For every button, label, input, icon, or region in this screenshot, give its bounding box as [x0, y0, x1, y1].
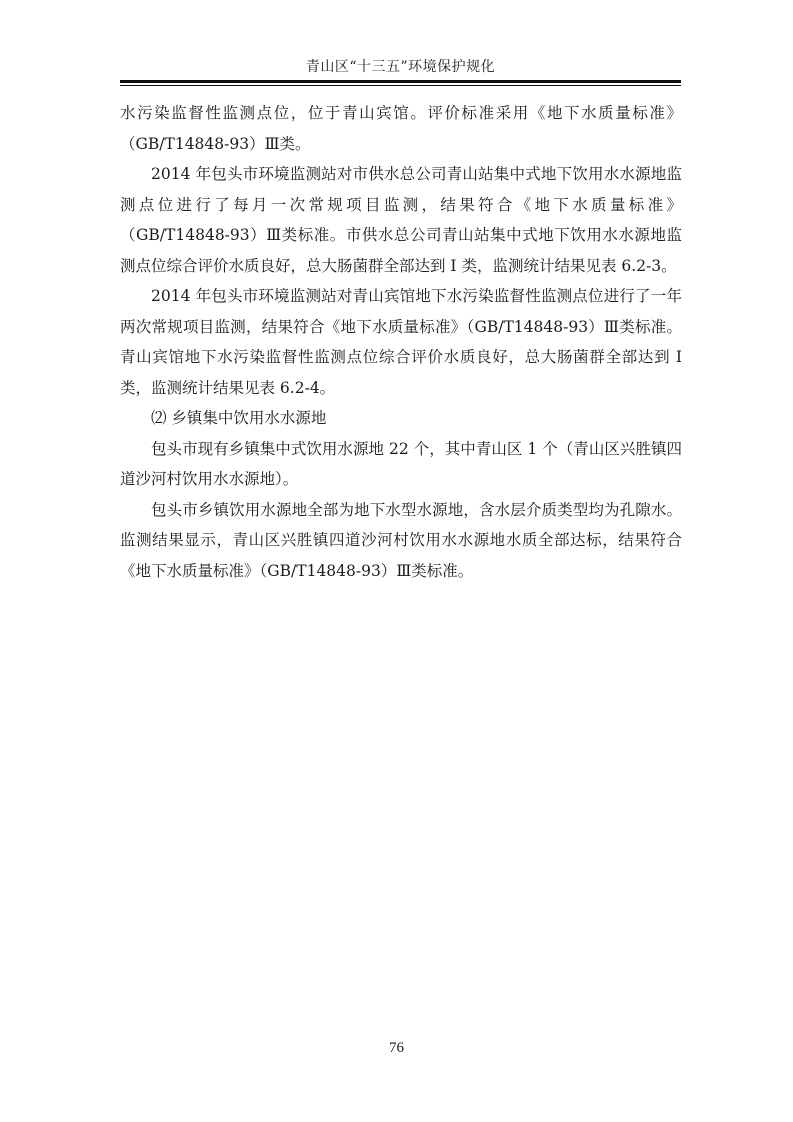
- paragraph-qingshan-station: 2014 年包头市环境监测站对市供水总公司青山站集中式地下饮用水水源地监测点位进行了每月一次常规项目监测，结果符合《地下水质量标准》（GB/T14848-93）Ⅲ类标准。市供水总公司青山站集中式地下饮用水水源地监测点位综合评价水质良好，总大肠菌群全部达到 I 类，监测统计结果见表 6.2-3。: [120, 165, 682, 275]
- paragraph-qingshan-hotel: 2014 年包头市环境监测站对青山宾馆地下水污染监督性监测点位进行了一年两次常规项目监测，结果符合《地下水质量标准》（GB/T14848-93）Ⅲ类标准。青山宾馆地下水污染监督性监测点位综合评价水质良好，总大肠菌群全部达到 I 类，监测统计结果见表 6.2-4。: [120, 287, 682, 397]
- paragraph-continuation: 水污染监督性监测点位，位于青山宾馆。评价标准采用《地下水质量标准》（GB/T14848-93）Ⅲ类。: [120, 104, 682, 153]
- paragraph-township-count: 包头市现有乡镇集中式饮用水源地 22 个，其中青山区 1 个（青山区兴胜镇四道沙河村饮用水水源地）。: [120, 439, 682, 488]
- body-text: [120, 98, 682, 586]
- page-number: 76: [389, 1040, 404, 1056]
- header-rule-thick: [120, 80, 681, 83]
- section-heading-township-sources: ⑵ 乡镇集中饮用水水源地: [151, 409, 327, 427]
- paragraph-township-results: 包头市乡镇饮用水源地全部为地下水型水源地，含水层介质类型均为孔隙水。监测结果显示，青山区兴胜镇四道沙河村饮用水水源地水质全部达标，结果符合《地下水质量标准》（GB/T14848-93）Ⅲ类标准。: [120, 500, 682, 580]
- header-rule-thin: [120, 85, 681, 86]
- page-header-title: 青山区“十三五”环境保护规化: [305, 59, 496, 75]
